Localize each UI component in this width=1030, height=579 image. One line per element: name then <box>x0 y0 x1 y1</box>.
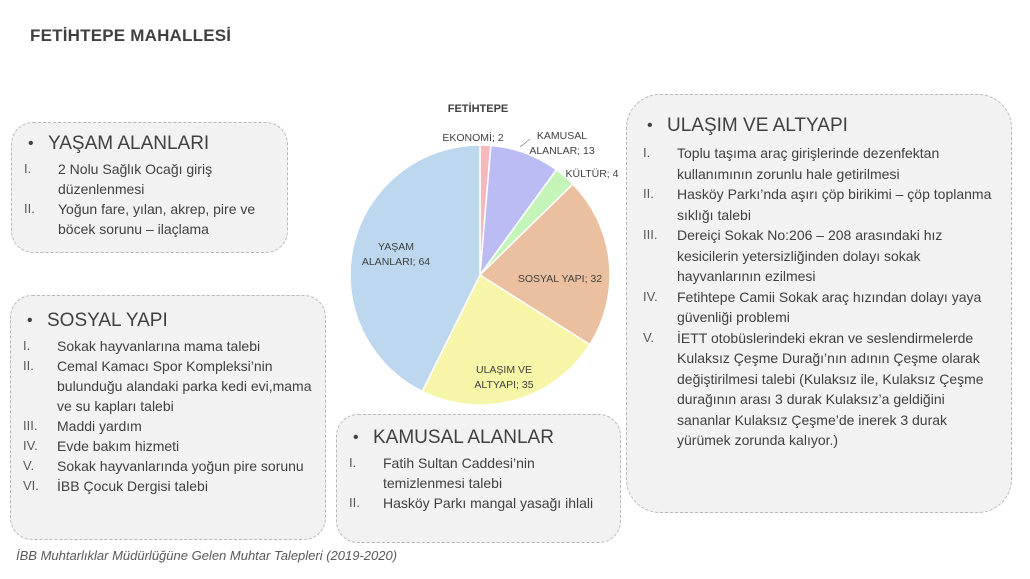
item-number: III. <box>23 418 38 433</box>
label-line: KÜLTÜR; 4 <box>565 168 619 180</box>
item-text: Fetihtepe Camii Sokak araç hızından dolayı yaya güvenliği problemi <box>677 288 982 325</box>
item-text: Fatih Sultan Caddesi’nin temizlenmesi talebi <box>383 455 535 491</box>
list-item <box>23 416 313 436</box>
heading-text: YAŞAM ALANLARI <box>48 133 210 154</box>
item-number: II. <box>349 495 360 510</box>
sosyal-yapi-heading <box>23 310 313 332</box>
item-number: IV. <box>643 288 658 304</box>
item-text: Evde bakım hizmeti <box>57 438 180 454</box>
ulasim-ve-altyapi-list <box>643 143 995 451</box>
item-number: II. <box>23 358 34 373</box>
pie-slice-label <box>529 130 595 157</box>
item-number: V. <box>23 458 35 473</box>
yasam-alanlari-box <box>11 122 288 253</box>
item-number: II. <box>24 201 35 216</box>
list-item <box>643 143 995 184</box>
kamusal-alanlar-box <box>336 414 621 543</box>
item-text: Toplu taşıma araç girişlerinde dezenfektan kullanımının zorunlu hale getirilmesi <box>677 145 940 182</box>
item-number: II. <box>643 186 654 201</box>
item-text: Yoğun fare, yılan, akrep, pire ve böcek sorunu – ilaçlama <box>58 201 256 237</box>
ulasim-ve-altyapi-box <box>626 94 1012 513</box>
pie-chart <box>330 95 630 425</box>
bullet-icon: • <box>28 135 34 152</box>
label-line: EKONOMİ; 2 <box>442 132 504 144</box>
item-text: İBB Çocuk Dergisi talebi <box>57 478 208 494</box>
item-text: İETT otobüslerindeki ekran ve seslendirmelerde Kulaksız Çeşme Durağı’nın adının Çeşme olarak değiştirilmesi talebi (Kulaksız ile, Kulaksız Çeşme durağının arası 3 durak Kulaksız’a geldiğini sananlar Kulaksız Çeşme’de inerek 3 durak yürümek zorunda kalıyor.) <box>677 329 984 448</box>
page-title: FETİHTEPE MAHALLESİ <box>30 26 232 45</box>
list-item <box>24 199 275 239</box>
list-item <box>23 476 313 496</box>
footer-source: İBB Muhtarlıklar Müdürlüğüne Gelen Muhtar Talepleri (2019-2020) <box>16 548 398 563</box>
item-number: I. <box>23 338 31 353</box>
list-item <box>23 356 313 416</box>
bullet-icon: • <box>647 117 653 134</box>
label-line: ALANLAR; 13 <box>529 145 595 157</box>
label-line: ALANLARI; 64 <box>361 256 431 268</box>
list-item <box>643 287 995 328</box>
item-number: V. <box>643 329 655 345</box>
yasam-alanlari-list <box>24 159 275 239</box>
kamusal-alanlar-list <box>349 453 608 513</box>
list-item <box>24 159 275 199</box>
sosyal-yapi-list <box>23 336 313 496</box>
list-item <box>23 456 313 476</box>
list-item <box>349 453 608 493</box>
heading-text: SOSYAL YAPI <box>47 310 168 331</box>
heading-text: KAMUSAL ALANLAR <box>373 427 554 448</box>
item-text: Dereiçi Sokak No:206 – 208 arasındaki hız kesicilerin yetersizliğinden dolayı sokak hayvanlarının ezilmesi <box>677 227 943 284</box>
pie-slice-label <box>518 273 602 285</box>
yasam-alanlari-heading <box>24 133 275 155</box>
bullet-icon: • <box>27 312 33 329</box>
item-text: Hasköy Parkı mangal yasağı ihlali <box>383 495 594 511</box>
label-line: SOSYAL YAPI; 32 <box>517 273 603 285</box>
list-item <box>643 225 995 287</box>
heading-text: ULAŞIM VE ALTYAPI <box>667 115 848 136</box>
list-item <box>23 436 313 456</box>
item-text: Cemal Kamacı Spor Kompleksi’nin bulunduğu alandaki parka kedi evi,mama ve su kapları talebi <box>57 358 312 414</box>
bullet-icon: • <box>353 429 359 446</box>
item-text: Sokak hayvanlarında yoğun pire sorunu <box>57 458 304 474</box>
list-item <box>643 184 995 225</box>
label-line: KAMUSAL <box>536 130 588 142</box>
pie-slice-label <box>442 131 503 144</box>
item-number: III. <box>643 227 658 242</box>
ulasim-ve-altyapi-heading <box>643 115 995 137</box>
kamusal-alanlar-heading <box>349 427 608 449</box>
pie-slice-label <box>566 168 619 180</box>
label-line: ULAŞIM VE <box>475 364 533 376</box>
item-text: Maddi yardım <box>57 418 142 434</box>
item-number: I. <box>643 145 651 160</box>
sosyal-yapi-box <box>10 295 326 540</box>
label-line: YAŞAM <box>378 241 414 253</box>
list-item <box>23 336 313 356</box>
item-number: VI. <box>23 478 39 493</box>
item-text: 2 Nolu Sağlık Ocağı giriş düzenlenmesi <box>58 161 213 197</box>
item-text: Sokak hayvanlarına mama talebi <box>57 338 261 354</box>
item-number: I. <box>24 161 32 176</box>
label-line: ALTYAPI; 35 <box>474 379 534 391</box>
item-number: I. <box>349 455 357 470</box>
item-number: IV. <box>23 438 38 453</box>
list-item <box>349 493 608 513</box>
item-text: Hasköy Parkı’nda aşırı çöp birikimi – çöp toplanma sıklığı talebi <box>677 186 992 223</box>
chart-title: FETİHTEPE <box>447 103 509 115</box>
list-item <box>643 328 995 451</box>
